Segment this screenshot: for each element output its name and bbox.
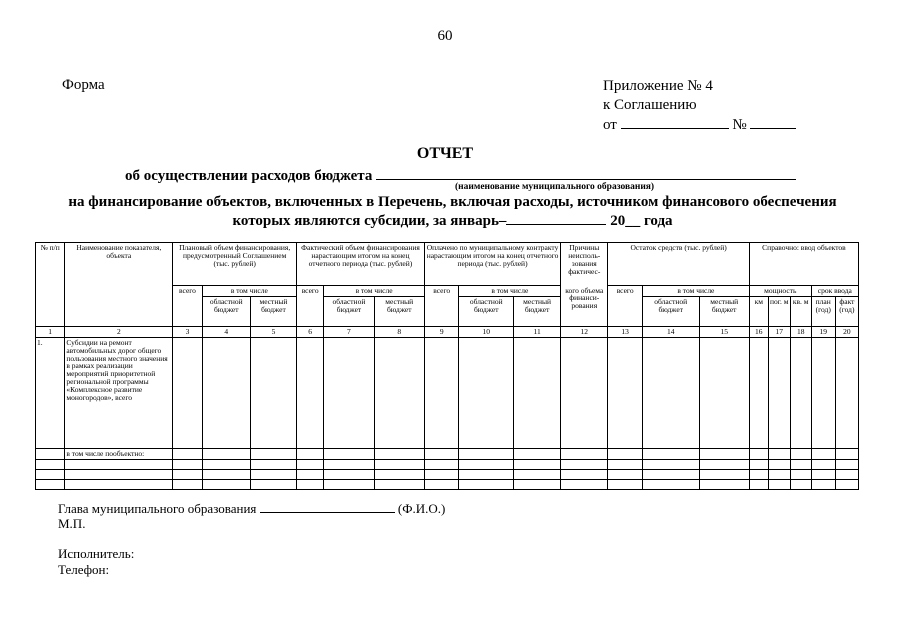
col-number: 9 [424,326,459,337]
table-cell[interactable] [811,448,835,459]
table-cell[interactable] [699,337,749,448]
table-cell[interactable] [173,479,202,489]
stamp-place: М.П. [58,516,86,531]
table-cell[interactable] [790,459,811,469]
appendix-block [603,77,796,135]
row-name: в том числе пообъектно: [65,448,173,459]
th-balance-total: всего [608,286,643,327]
table-cell[interactable] [324,459,374,469]
table-cell[interactable] [608,448,643,459]
col-number: 14 [642,326,699,337]
col-number: 2 [65,326,173,337]
table-cell[interactable] [642,448,699,459]
table-cell[interactable] [250,337,296,448]
head-signature-line [58,501,445,517]
table-cell[interactable] [424,469,459,479]
col-number: 18 [790,326,811,337]
header-row-1 [36,243,859,286]
table-cell[interactable] [699,448,749,459]
table-cell[interactable] [768,469,790,479]
table-cell[interactable] [297,448,324,459]
table-cell[interactable] [374,479,424,489]
row-number: 1. [36,337,65,448]
table-cell[interactable] [250,459,296,469]
table-cell[interactable] [36,448,65,459]
th-pog-m: пог. м [768,296,790,326]
table-cell[interactable] [173,459,202,469]
phone-label: Телефон: [58,562,110,577]
col-number: 16 [749,326,768,337]
th-fact: Фактический объем финансирования нарастающим итогом на конец отчетного периода (тыс. рублей) [297,243,425,286]
page-number: 60 [437,28,453,44]
col-number: 17 [768,326,790,337]
table-cell[interactable] [835,448,858,459]
table-cell[interactable] [36,479,65,489]
th-kv-m: кв. м [790,296,811,326]
table-cell[interactable] [561,337,608,448]
table-cell[interactable] [749,479,768,489]
th-balance-local: местный бюджет [699,296,749,326]
table-cell[interactable] [749,459,768,469]
table-cell[interactable] [324,479,374,489]
th-plan-incl: в том числе [202,286,296,297]
table-cell[interactable] [811,337,835,448]
th-capacity: мощность [749,286,811,297]
table-cell[interactable] [424,479,459,489]
table-cell[interactable] [65,479,173,489]
table-cell[interactable] [65,459,173,469]
th-no: № п/п [36,243,65,327]
col-number: 19 [811,326,835,337]
col-number: 10 [459,326,514,337]
table-row [36,337,859,448]
table-cell[interactable] [459,459,514,469]
table-cell[interactable] [459,337,514,448]
th-reasons-top: Причины неисполь-зования фактичес- [561,243,608,286]
subtitle-line3-year: 20__ года [610,213,673,229]
col-number: 5 [250,326,296,337]
table-cell[interactable] [768,479,790,489]
th-fact-year: факт (год) [835,296,858,326]
col-number: 20 [835,326,858,337]
table-cell[interactable] [202,337,250,448]
report-subtitle-line3 [0,211,905,230]
table-cell[interactable] [250,469,296,479]
subtitle-line3-start: которых являются субсидии, за январь– [232,213,507,229]
th-balance: Остаток средств (тыс. рублей) [608,243,750,286]
head-label: Глава муниципального образования [58,501,257,516]
appendix-title: Приложение № 4 [603,78,713,94]
table-row [36,448,859,459]
table-cell[interactable] [374,469,424,479]
col-number: 7 [324,326,374,337]
table-cell[interactable] [202,448,250,459]
report-table [35,242,859,490]
table-cell[interactable] [768,448,790,459]
agreement-number-field[interactable] [750,115,796,129]
th-balance-regional: областной бюджет [642,296,699,326]
table-cell[interactable] [768,337,790,448]
head-signature-field[interactable] [260,501,395,513]
table-cell[interactable] [749,448,768,459]
th-paid-incl: в том числе [459,286,561,297]
table-cell[interactable] [513,479,560,489]
table-cell[interactable] [790,469,811,479]
table-cell[interactable] [513,337,560,448]
table-cell[interactable] [768,459,790,469]
appendix-number-label: № [732,117,747,133]
col-number: 1 [36,326,65,337]
table-cell[interactable] [608,469,643,479]
table-cell[interactable] [749,337,768,448]
table-cell[interactable] [374,448,424,459]
table-cell[interactable] [513,459,560,469]
th-fact-local: местный бюджет [374,296,424,326]
table-cell[interactable] [173,469,202,479]
table-cell[interactable] [749,469,768,479]
table-cell[interactable] [642,469,699,479]
th-fact-incl: в том числе [324,286,425,297]
table-cell[interactable] [424,459,459,469]
table-cell[interactable] [811,469,835,479]
th-plan-total: всего [173,286,202,327]
th-ref: Справочно: ввод объектов [749,243,858,286]
th-paid: Оплачено по муниципальному контракту нарастающим итогом на конец отчетного периода (тыс. рублей) [424,243,560,286]
table-cell[interactable] [297,337,324,448]
th-deadline: срок ввода [811,286,858,297]
table-cell[interactable] [459,479,514,489]
th-plan: Плановый объем финансирования, предусмотренный Соглашением (тыс. рублей) [173,243,297,286]
appendix-agreement: к Соглашению [603,97,697,113]
col-number: 11 [513,326,560,337]
col-number: 4 [202,326,250,337]
table-cell[interactable] [699,479,749,489]
table-cell[interactable] [324,469,374,479]
municipality-hint: (наименование муниципального образования) [455,182,655,192]
table-cell[interactable] [699,459,749,469]
table-row [36,469,859,479]
table-cell[interactable] [835,479,858,489]
municipality-name-field[interactable] [376,166,796,180]
table-cell[interactable] [642,459,699,469]
period-month-field[interactable] [506,211,606,225]
table-cell[interactable] [202,459,250,469]
table-cell[interactable] [642,337,699,448]
table-cell[interactable] [835,469,858,479]
column-number-row [36,326,859,337]
col-number: 15 [699,326,749,337]
form-label: Форма [62,77,105,93]
table-cell[interactable] [324,448,374,459]
table-cell[interactable] [36,469,65,479]
table-row [36,479,859,489]
table-cell[interactable] [790,448,811,459]
th-paid-regional: областной бюджет [459,296,514,326]
table-cell[interactable] [297,469,324,479]
fio-label: (Ф.И.О.) [397,501,446,516]
table-cell[interactable] [513,448,560,459]
table-cell[interactable] [608,337,643,448]
col-number: 12 [561,326,608,337]
table-cell[interactable] [811,459,835,469]
report-title: ОТЧЕТ [416,145,474,162]
agreement-date-field[interactable] [621,115,729,129]
col-number: 8 [374,326,424,337]
table-cell[interactable] [297,479,324,489]
table-cell[interactable] [297,459,324,469]
appendix-date-line [603,115,796,135]
table-cell[interactable] [608,479,643,489]
executor-label: Исполнитель: [58,546,135,561]
table-cell[interactable] [608,459,643,469]
table-cell[interactable] [202,479,250,489]
th-plan-local: местный бюджет [250,296,296,326]
table-cell[interactable] [811,479,835,489]
table-cell[interactable] [642,479,699,489]
table-cell[interactable] [459,448,514,459]
table-cell[interactable] [835,337,858,448]
table-cell[interactable] [36,459,65,469]
table-cell[interactable] [790,337,811,448]
table-cell[interactable] [699,469,749,479]
table-cell[interactable] [835,459,858,469]
table-cell[interactable] [65,469,173,479]
th-name: Наименование показателя, объекта [65,243,173,327]
report-subtitle-line2: на финансирование объектов, включенных в Перечень, включая расходы, источником финансового обеспечения [68,194,837,210]
table-cell[interactable] [250,479,296,489]
table-cell[interactable] [561,459,608,469]
table-cell[interactable] [561,448,608,459]
table-cell[interactable] [324,337,374,448]
appendix-from-label: от [603,117,617,133]
col-number: 6 [297,326,324,337]
table-cell[interactable] [561,469,608,479]
th-fact-total: всего [297,286,324,327]
table-cell[interactable] [424,448,459,459]
th-balance-incl: в том числе [642,286,749,297]
row-name: Субсидии на ремонт автомобильных дорог общего пользования местного значения в рамках реализации мероприятий приоритетной региональной программы «Комплексное развитие моногородов», всего [65,337,173,448]
th-fact-regional: областной бюджет [324,296,374,326]
table-cell[interactable] [374,337,424,448]
th-km: км [749,296,768,326]
table-row [36,459,859,469]
th-paid-local: местный бюджет [513,296,560,326]
table-cell[interactable] [459,469,514,479]
th-reasons-bottom: кого объема финанси-рования [561,286,608,327]
table-cell[interactable] [424,337,459,448]
th-paid-total: всего [424,286,459,327]
table-cell[interactable] [173,448,202,459]
table-cell[interactable] [790,479,811,489]
th-plan-regional: областной бюджет [202,296,250,326]
table-cell[interactable] [561,479,608,489]
table-cell[interactable] [173,337,202,448]
table-cell[interactable] [250,448,296,459]
table-cell[interactable] [374,459,424,469]
col-number: 3 [173,326,202,337]
table-cell[interactable] [202,469,250,479]
table-cell[interactable] [513,469,560,479]
th-plan-year: план (год) [811,296,835,326]
col-number: 13 [608,326,643,337]
subtitle-line1-text: об осуществлении расходов бюджета [125,168,373,184]
